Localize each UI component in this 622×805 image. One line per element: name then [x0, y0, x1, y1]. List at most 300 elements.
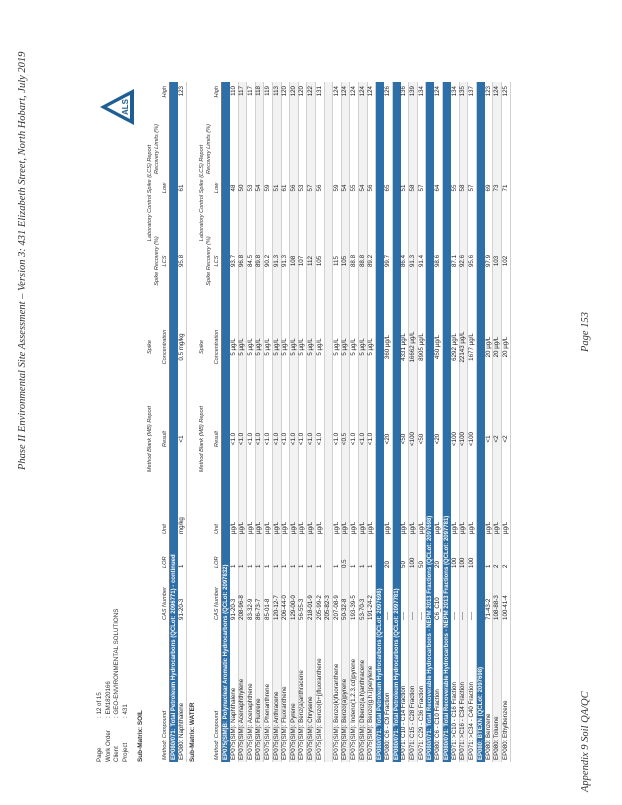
cell-concentration: 16662 µg/L	[408, 331, 416, 363]
cell-lcs: 95.8	[177, 254, 185, 268]
cell-low: 51	[272, 184, 280, 192]
cell-lor: 50	[400, 561, 408, 568]
cell-lor: 1	[350, 564, 357, 568]
cell-result: <2	[501, 435, 509, 443]
cell-lor: 20	[383, 561, 391, 568]
cell-result: <100	[450, 432, 458, 446]
cell-concentration: 5 µg/L	[246, 338, 254, 356]
col-lor: LOR	[162, 556, 169, 568]
cell-concentration: 5 µg/L	[341, 338, 349, 356]
cell-concentration: 5 µg/L	[272, 338, 280, 356]
cell-unit: µg/L	[307, 521, 315, 534]
cell-high: 125	[501, 86, 509, 97]
submatrix-water-label: Sub-Matrix: WATER	[189, 702, 196, 762]
col-result: Result	[162, 431, 169, 447]
cell-lor: 2	[493, 564, 501, 568]
cell-cas: 205-99-2	[315, 595, 323, 620]
cell-concentration: 5 µg/L	[255, 338, 263, 356]
cell-concentration: 0.5 mg/kg	[177, 333, 185, 361]
cell-low: 48	[229, 184, 237, 192]
cell-lor: 20	[434, 561, 442, 568]
col-lor: LOR	[214, 556, 221, 568]
cell-lor: 1	[298, 564, 306, 568]
cell-low: 73	[493, 184, 501, 192]
meta-value: : EM1820166	[104, 681, 112, 718]
col-unit: Unit	[214, 524, 221, 534]
cell-concentration: 8905 µg/L	[417, 333, 425, 361]
cell-cas: 91-20-3	[229, 598, 237, 620]
cell-low: 71	[501, 184, 509, 192]
cell-result: <1.0	[298, 432, 306, 446]
cell-high: 123	[484, 86, 492, 97]
cell-lor: 1	[272, 564, 280, 568]
cell-cas: 208-96-8	[238, 595, 246, 620]
meta-key: Project	[121, 742, 129, 762]
cell-method: EP080: C6 - C10 Fraction	[434, 689, 442, 760]
qc-report	[96, 82, 566, 762]
cell-high: 113	[272, 86, 280, 96]
cell-high: 137	[467, 86, 475, 97]
cell-lcs: 90.2	[264, 254, 272, 268]
meta-row	[105, 609, 114, 762]
cell-lor: 1	[315, 564, 323, 568]
cell-method: EP075(SIM): Fluoranthene	[281, 686, 289, 760]
cell-unit: µg/L	[400, 521, 408, 534]
cell-cas: 205-82-3	[324, 595, 332, 620]
cell-method: EP075(SIM): Indeno(1.2.3.cd)pyrene	[350, 658, 357, 760]
cell-method: EP080: Naphthalene	[177, 702, 185, 760]
cell-high: 124	[493, 86, 501, 97]
cell-high: 124	[341, 86, 349, 97]
table-row	[256, 82, 265, 762]
cell-high: 124	[332, 86, 340, 97]
cell-unit: µg/L	[315, 521, 323, 534]
cell-unit: µg/L	[272, 521, 280, 534]
cell-concentration: 4331 µg/L	[400, 333, 408, 361]
cell-lcs: 84.5	[246, 254, 254, 268]
cell-method: EP075(SIM): Phenanthrene	[264, 683, 272, 760]
cell-unit: µg/L	[341, 521, 349, 534]
col-method: Method: Compound	[214, 710, 221, 760]
cell-method: EP071: >C16 - C34 Fraction	[459, 682, 467, 760]
cell-high: 122	[307, 86, 315, 97]
cell-cas: 86-73-7	[255, 598, 263, 620]
table-row	[350, 82, 359, 762]
table-row	[316, 82, 325, 762]
spike-group-label: Spike	[199, 340, 206, 354]
cell-cas: 53-70-3	[358, 598, 366, 620]
cell-result: <1.0	[238, 432, 246, 446]
table-row	[247, 82, 256, 762]
cell-cas: 120-12-7	[272, 595, 280, 620]
cell-high: 134	[450, 86, 458, 97]
cell-concentration: 5 µg/L	[350, 338, 357, 356]
cell-result: <1	[177, 435, 185, 443]
cell-high: 124	[367, 86, 375, 97]
cell-high: 117	[238, 86, 246, 96]
cell-lor: 2	[501, 564, 509, 568]
cell-high: 134	[417, 86, 425, 97]
cell-result: <50	[417, 433, 425, 445]
cell-low: 56	[289, 184, 297, 192]
cell-method: EP075(SIM): Naphthalene	[229, 687, 237, 760]
cell-method: EP080: C6 - C9 Fraction	[383, 692, 391, 760]
table-row	[333, 82, 342, 762]
cell-unit: µg/L	[484, 521, 492, 534]
table-row	[178, 82, 187, 762]
report-meta	[96, 609, 130, 762]
cell-low: 54	[341, 184, 349, 192]
cell-cas: 100-41-4	[501, 595, 509, 620]
cell-concentration: 6292 µg/L	[450, 333, 458, 361]
cell-lcs: 112	[307, 256, 315, 266]
meta-key: Client	[113, 746, 121, 762]
cell-lor: 1	[264, 564, 272, 568]
cell-method: EP075(SIM): Acenaphthene	[246, 683, 254, 760]
cell-result: <1.0	[272, 432, 280, 446]
cell-lor: 1	[367, 564, 375, 568]
cell-lor: 1	[484, 564, 492, 568]
recovery-limits-label: Recovery Limits (%)	[154, 123, 161, 175]
cell-unit: µg/L	[350, 521, 357, 534]
cell-high: 131	[315, 86, 323, 97]
lcs-group-label: Laboratory Control Spike (LCS) Report	[147, 144, 154, 242]
cell-cas: ----	[400, 611, 408, 620]
cell-low: 55	[450, 184, 458, 192]
cell-lor: 1	[289, 564, 297, 568]
als-logo	[98, 86, 140, 128]
water-table-header	[198, 82, 222, 762]
cell-method: EP071: C10 - C14 Fraction	[400, 685, 408, 760]
cell-method: EP080: Ethylbenzene	[501, 700, 509, 760]
table-row	[290, 82, 299, 762]
cell-unit: mg/kg	[177, 517, 185, 534]
cell-concentration: 5 µg/L	[289, 338, 297, 356]
cell-lcs: 108	[289, 255, 297, 267]
cell-method: EP071: >C34 - C40 Fraction	[467, 682, 475, 760]
cell-result: <1.0	[264, 432, 272, 446]
cell-cas: 207-08-9	[332, 595, 340, 620]
col-unit: Unit	[162, 524, 169, 534]
cell-low: 56	[367, 184, 375, 192]
cell-high: 124	[358, 86, 366, 97]
col-cas: CAS Number	[162, 587, 169, 620]
cell-method: EP075(SIM): Fluorene	[255, 698, 263, 760]
cell-unit: µg/L	[493, 521, 501, 534]
cell-cas: ----	[408, 611, 416, 620]
cell-low: 59	[332, 184, 340, 192]
cell-method: EP075(SIM): Benzo(a)pyrene	[341, 678, 349, 760]
table-row	[239, 82, 248, 762]
cell-lcs: 105	[315, 255, 323, 267]
cell-high: 110	[229, 86, 237, 96]
cell-lcs: 103	[493, 255, 501, 267]
cell-method: EP075(SIM): Anthracene	[272, 691, 280, 760]
cell-lcs: 107	[298, 255, 306, 267]
cell-cas: 129-00-0	[289, 595, 297, 620]
appendix-label: Appendix 9 Soil QA/QC	[580, 691, 591, 792]
section-band: EP080/071: Total Recoverable Hydrocarbons - NEPM 2013 Fractions (QCLot: 2097698)	[426, 82, 434, 762]
meta-row	[96, 609, 105, 762]
cell-low: 65	[383, 184, 391, 192]
table-row	[282, 82, 291, 762]
cell-high: 120	[289, 86, 297, 97]
cell-low: 54	[255, 184, 263, 192]
cell-unit: µg/L	[264, 521, 272, 534]
cell-concentration: 5 µg/L	[367, 338, 375, 356]
cell-high: 124	[434, 86, 442, 97]
mb-group-label: Method Blank (MB) Report	[199, 405, 206, 473]
col-high: High	[214, 86, 221, 98]
cell-low: 57	[467, 184, 475, 192]
cell-concentration: 5 µg/L	[298, 338, 306, 356]
cell-cas: 56-55-3	[298, 598, 306, 620]
cell-result: <50	[400, 433, 408, 445]
soil-table-header	[146, 82, 170, 762]
cell-concentration: 360 µg/L	[383, 334, 391, 360]
cell-lcs: 92.6	[459, 254, 467, 268]
cell-cas: 83-32-9	[246, 598, 254, 620]
cell-unit: µg/L	[358, 521, 366, 534]
cell-result: <1.0	[315, 432, 323, 446]
water-table	[222, 82, 511, 762]
cell-lor: 1	[358, 564, 366, 568]
document-title: Phase II Environmental Site Assessment – Version 3: 431 Elizabeth Street, North Hobart, July 2019	[17, 51, 28, 470]
cell-lcs: 97.9	[484, 254, 492, 268]
cell-lor: 0.5	[341, 559, 349, 568]
cell-lcs: 96.8	[238, 254, 246, 268]
cell-lor: 1	[177, 564, 185, 568]
cell-result: <1.0	[307, 432, 315, 446]
cell-cas: 193-39-5	[350, 595, 357, 620]
cell-low: 58	[459, 184, 467, 192]
cell-result: <1.0	[332, 432, 340, 446]
cell-method: EP075(SIM): Chrysene	[307, 696, 315, 760]
cell-unit: µg/L	[255, 521, 263, 534]
recovery-limits-label: Recovery Limits (%)	[206, 123, 213, 175]
cell-unit: µg/L	[298, 521, 306, 534]
cell-high: 123	[177, 86, 185, 97]
cell-lcs: 91.3	[272, 254, 280, 268]
cell-lor: 100	[459, 557, 467, 568]
cell-low: 56	[315, 184, 323, 192]
cell-cas: ----	[417, 611, 425, 620]
cell-result: <100	[408, 432, 416, 446]
cell-high: 124	[350, 86, 357, 97]
cell-concentration: 5 µg/L	[229, 338, 237, 356]
cell-unit: µg/L	[238, 521, 246, 534]
table-row	[502, 82, 511, 762]
cell-concentration: 5 µg/L	[264, 338, 272, 356]
cell-cas: 191-24-2	[367, 595, 375, 620]
cell-unit: µg/L	[289, 521, 297, 534]
cell-result: <1.0	[358, 432, 366, 446]
lcs-group-label: Laboratory Control Spike (LCS) Report	[199, 144, 206, 242]
col-high: High	[162, 86, 169, 98]
cell-unit: µg/L	[383, 521, 391, 534]
cell-result: <1.0	[367, 432, 375, 446]
cell-high: 118	[255, 86, 263, 96]
cell-method: EP075(SIM): Acenaphthylene	[238, 678, 246, 760]
cell-low: 53	[298, 184, 306, 192]
cell-method: EP075(SIM): Benzo(b+j)fluoranthene	[315, 658, 323, 760]
table-row	[359, 82, 368, 762]
cell-low: 69	[484, 184, 492, 192]
logo-text: ALS	[121, 99, 130, 115]
table-row	[493, 82, 502, 762]
table-row	[451, 82, 460, 762]
cell-lcs: 89.8	[255, 254, 263, 268]
col-result: Result	[214, 431, 221, 447]
cell-high: 119	[264, 86, 272, 96]
cell-concentration: 1677 µg/L	[467, 333, 475, 361]
cell-lor: 1	[332, 564, 340, 568]
cell-cas: C6_C10	[434, 597, 442, 620]
page-number: Page 153	[580, 312, 591, 352]
meta-value: : GEO-ENVIRONMENTAL SOLUTIONS	[113, 608, 121, 718]
cell-unit: µg/L	[501, 521, 509, 534]
cell-cas: 108-88-3	[493, 595, 501, 620]
cell-unit: µg/L	[332, 521, 340, 534]
cell-unit: µg/L	[434, 521, 442, 534]
cell-lor: 1	[255, 564, 263, 568]
cell-lcs: 86.4	[400, 254, 408, 268]
cell-method: EP080: Toluene	[493, 716, 501, 760]
cell-high: 120	[298, 86, 306, 97]
cell-lcs: 91.4	[417, 254, 425, 268]
cell-cas: ----	[383, 611, 391, 620]
cell-low: 59	[264, 184, 272, 192]
cell-unit: µg/L	[459, 521, 467, 534]
cell-high: 117	[246, 86, 254, 96]
cell-concentration: 20 µg/L	[501, 336, 509, 358]
cell-concentration: 5 µg/L	[281, 338, 289, 356]
cell-concentration: 5 µg/L	[332, 338, 340, 356]
cell-lcs: 87.1	[450, 254, 458, 268]
cell-low: 55	[350, 184, 357, 192]
cell-cas: 71-43-2	[484, 598, 492, 620]
cell-lor: 100	[408, 557, 416, 568]
cell-low: 61	[281, 184, 289, 192]
section-band: EP080/071: Total Recoverable Hydrocarbons - NEPM 2013 Fractions (QCLot: 2097781)	[443, 82, 451, 762]
meta-key: Page	[96, 747, 104, 762]
spike-group-label: Spike	[147, 340, 154, 354]
col-concentration: Concentration	[214, 329, 221, 365]
meta-value: : 12 of 15	[96, 692, 104, 718]
spike-recovery-label: Spike Recovery (%)	[154, 236, 161, 286]
cell-cas: ----	[467, 611, 475, 620]
cell-lcs: 102	[501, 255, 509, 267]
cell-lor: 100	[450, 557, 458, 568]
cell-cas: 218-01-9	[307, 595, 315, 620]
soil-table	[170, 82, 187, 762]
cell-unit: µg/L	[281, 521, 289, 534]
cell-cas: 206-44-0	[281, 595, 289, 620]
cell-concentration: 5 µg/L	[358, 338, 366, 356]
cell-unit: µg/L	[417, 521, 425, 534]
cell-concentration: 20 µg/L	[484, 336, 492, 358]
table-row	[468, 82, 477, 762]
cell-unit: µg/L	[367, 521, 375, 534]
table-row	[273, 82, 282, 762]
cell-method: EP075(SIM): Dibenz(a.h)anthracene	[358, 659, 366, 760]
cell-low: 51	[400, 184, 408, 192]
meta-key: Work Order	[104, 730, 112, 762]
cell-lor: 1	[246, 564, 254, 568]
cell-unit: µg/L	[408, 521, 416, 534]
cell-lcs: 98.6	[434, 254, 442, 268]
meta-row	[122, 609, 131, 762]
mb-group-label: Method Blank (MB) Report	[147, 405, 154, 473]
cell-result: <1.0	[229, 432, 237, 446]
table-row	[299, 82, 308, 762]
col-cas: CAS Number	[214, 587, 221, 620]
cell-lcs: 88.8	[358, 254, 366, 268]
cell-result: <20	[434, 433, 442, 445]
cell-high: 120	[281, 86, 289, 97]
cell-method: EP075(SIM): Benz(a)anthracene	[298, 670, 306, 760]
cell-concentration: 5 µg/L	[307, 338, 315, 356]
cell-lor: 1	[307, 564, 315, 568]
cell-concentration: 22143 µg/L	[459, 331, 467, 363]
cell-high: 136	[400, 86, 408, 97]
cell-unit: µg/L	[450, 521, 458, 534]
cell-lor: 1	[238, 564, 246, 568]
col-low: Low	[214, 182, 221, 194]
cell-result: <1.0	[246, 432, 254, 446]
cell-low: 57	[417, 184, 425, 192]
col-low: Low	[162, 182, 169, 194]
section-band: EP080/071: Total Petroleum Hydrocarbons (QCLot: 2097698)	[376, 82, 384, 762]
cell-result: <0.5	[341, 432, 349, 446]
cell-high: 126	[383, 86, 391, 97]
cell-method: EP075(SIM): Benzo(g.h.i)perylene	[367, 665, 375, 760]
table-row	[230, 82, 239, 762]
col-lcs: LCS	[162, 255, 169, 267]
col-method: Method: Compound	[162, 710, 169, 760]
cell-lcs: 105	[341, 255, 349, 267]
cell-low: 64	[434, 184, 442, 192]
col-lcs: LCS	[214, 255, 221, 267]
table-row	[325, 82, 334, 762]
cell-lor: 100	[467, 557, 475, 568]
cell-lcs: 88.8	[350, 254, 357, 268]
col-concentration: Concentration	[162, 329, 169, 365]
cell-result: <2	[493, 435, 501, 443]
section-band: EP080/071: Total Petroleum Hydrocarbons (QCLot: 2097781)	[393, 82, 401, 762]
cell-method: EP071: >C10 - C16 Fraction	[450, 682, 458, 760]
cell-result: <1	[484, 435, 492, 443]
cell-cas: 91-20-3	[177, 598, 185, 620]
submatrix-soil-label: Sub-Matrix: SOIL	[137, 710, 144, 762]
cell-lor: 1	[281, 564, 289, 568]
table-row	[434, 82, 443, 762]
cell-lcs: 99.7	[383, 254, 391, 268]
table-row	[460, 82, 469, 762]
cell-lcs: 91.3	[281, 254, 289, 268]
cell-lor: 50	[417, 561, 425, 568]
table-row	[384, 82, 393, 762]
cell-result: <1.0	[281, 432, 289, 446]
cell-cas: 50-32-8	[341, 598, 349, 620]
section-band: EP080/071: Total Petroleum Hydrocarbons (QCLot: 2096771) - continued	[170, 82, 178, 762]
cell-low: 54	[358, 184, 366, 192]
table-row	[401, 82, 410, 762]
cell-lor: 1	[229, 564, 237, 568]
section-band: EP075(SIM)B: Polynuclear Aromatic Hydrocarbons (QCLot: 2097832)	[222, 82, 230, 762]
cell-result: <1.0	[289, 432, 297, 446]
cell-low: 50	[238, 184, 246, 192]
